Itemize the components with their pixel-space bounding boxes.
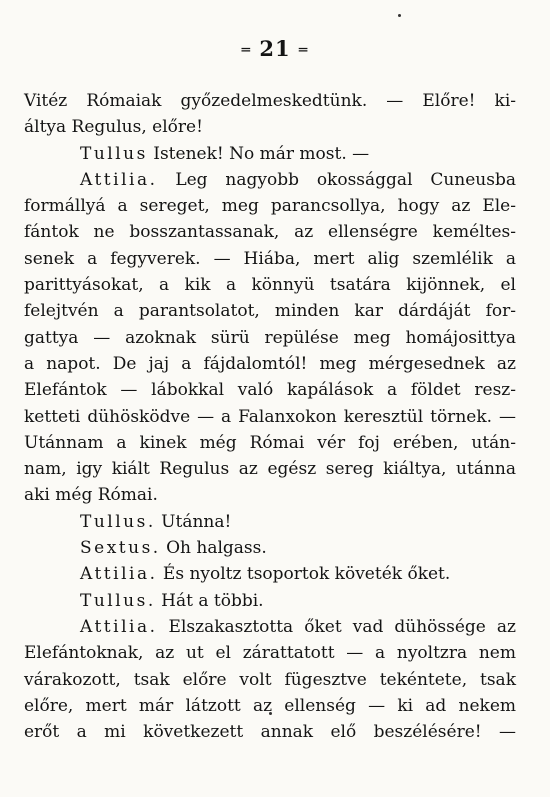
- text-line: felejtvén a parantsolatot, minden kar dárdáját for-: [24, 301, 516, 322]
- text-line: Utánnam a kinek még Római vér foj erében, után-: [24, 432, 516, 453]
- text-line: előre, mert már látzott az ellenség — ki ad nekem: [24, 695, 516, 716]
- ornament-left: ═: [241, 42, 252, 59]
- text-line: ketteti dühösködve — a Falanxokon keresztül törnek. —: [24, 406, 516, 427]
- text-line: a napot. De jaj a fájdalomtól! meg mérgesednek az: [24, 353, 516, 374]
- speaker-name: Tullus.: [80, 590, 156, 611]
- text-line: Istenek! No már most. —: [147, 143, 370, 164]
- text-line: fántok ne bosszantassanak, az ellenségre keméltes-: [24, 222, 516, 243]
- text-line: parittyásokat, a kik a könnyü tsatára kijönnek, el: [24, 275, 516, 296]
- text-line: Vitéz Rómaiak győzedelmeskedtünk. — Előre! ki-: [24, 91, 516, 111]
- text-line: erőt a mi következett annak elő beszélésére! —: [24, 722, 516, 743]
- speck: [398, 14, 401, 17]
- text-line: nam, igy kiált Regulus az egész sereg kiáltya, utánna: [24, 459, 516, 480]
- text-line: formállyá a sereget, meg parancsollya, hogy az Ele-: [24, 196, 516, 217]
- speaker-name: Tullus.: [80, 511, 156, 532]
- text-line: Utánna!: [155, 511, 232, 532]
- speaker-name: Tullus: [80, 143, 148, 164]
- text-line: áltya Regulus, előre!: [24, 117, 203, 138]
- speaker-name: Attilia.: [80, 169, 158, 190]
- text-line: Elefántoknak, az ut el zárattatott — a nyoltzra nem: [24, 643, 516, 664]
- page-number: 21: [259, 36, 291, 61]
- text-line: senek a fegyverek. — Hiába, mert alig szemlélik a: [24, 248, 516, 269]
- body-text: [24, 88, 516, 745]
- text-line: várakozott, tsak előre volt fügesztve tekéntete, tsak: [24, 669, 516, 690]
- text-line: gattya — azoknak sürü repülése meg homájosittya: [24, 327, 516, 348]
- speaker-name: Attilia.: [80, 616, 158, 637]
- text-line: Elefántok — lábokkal való kapálások a földet resz-: [24, 380, 516, 401]
- text-line: aki még Római.: [24, 485, 158, 506]
- text-line: Oh halgass.: [160, 538, 267, 559]
- ornament-right: ═: [298, 42, 309, 59]
- text-line: Elszakasztotta őket vad dühössége az: [157, 616, 516, 637]
- text-line: Leg nagyobb okossággal Cuneusba: [157, 169, 516, 190]
- text-line: Hát a többi.: [155, 590, 264, 611]
- page-header: [0, 36, 550, 61]
- text-line: És nyoltz tsoportok követék őket.: [157, 564, 451, 585]
- speaker-name: Sextus.: [80, 538, 161, 559]
- speaker-name: Attilia.: [80, 564, 158, 585]
